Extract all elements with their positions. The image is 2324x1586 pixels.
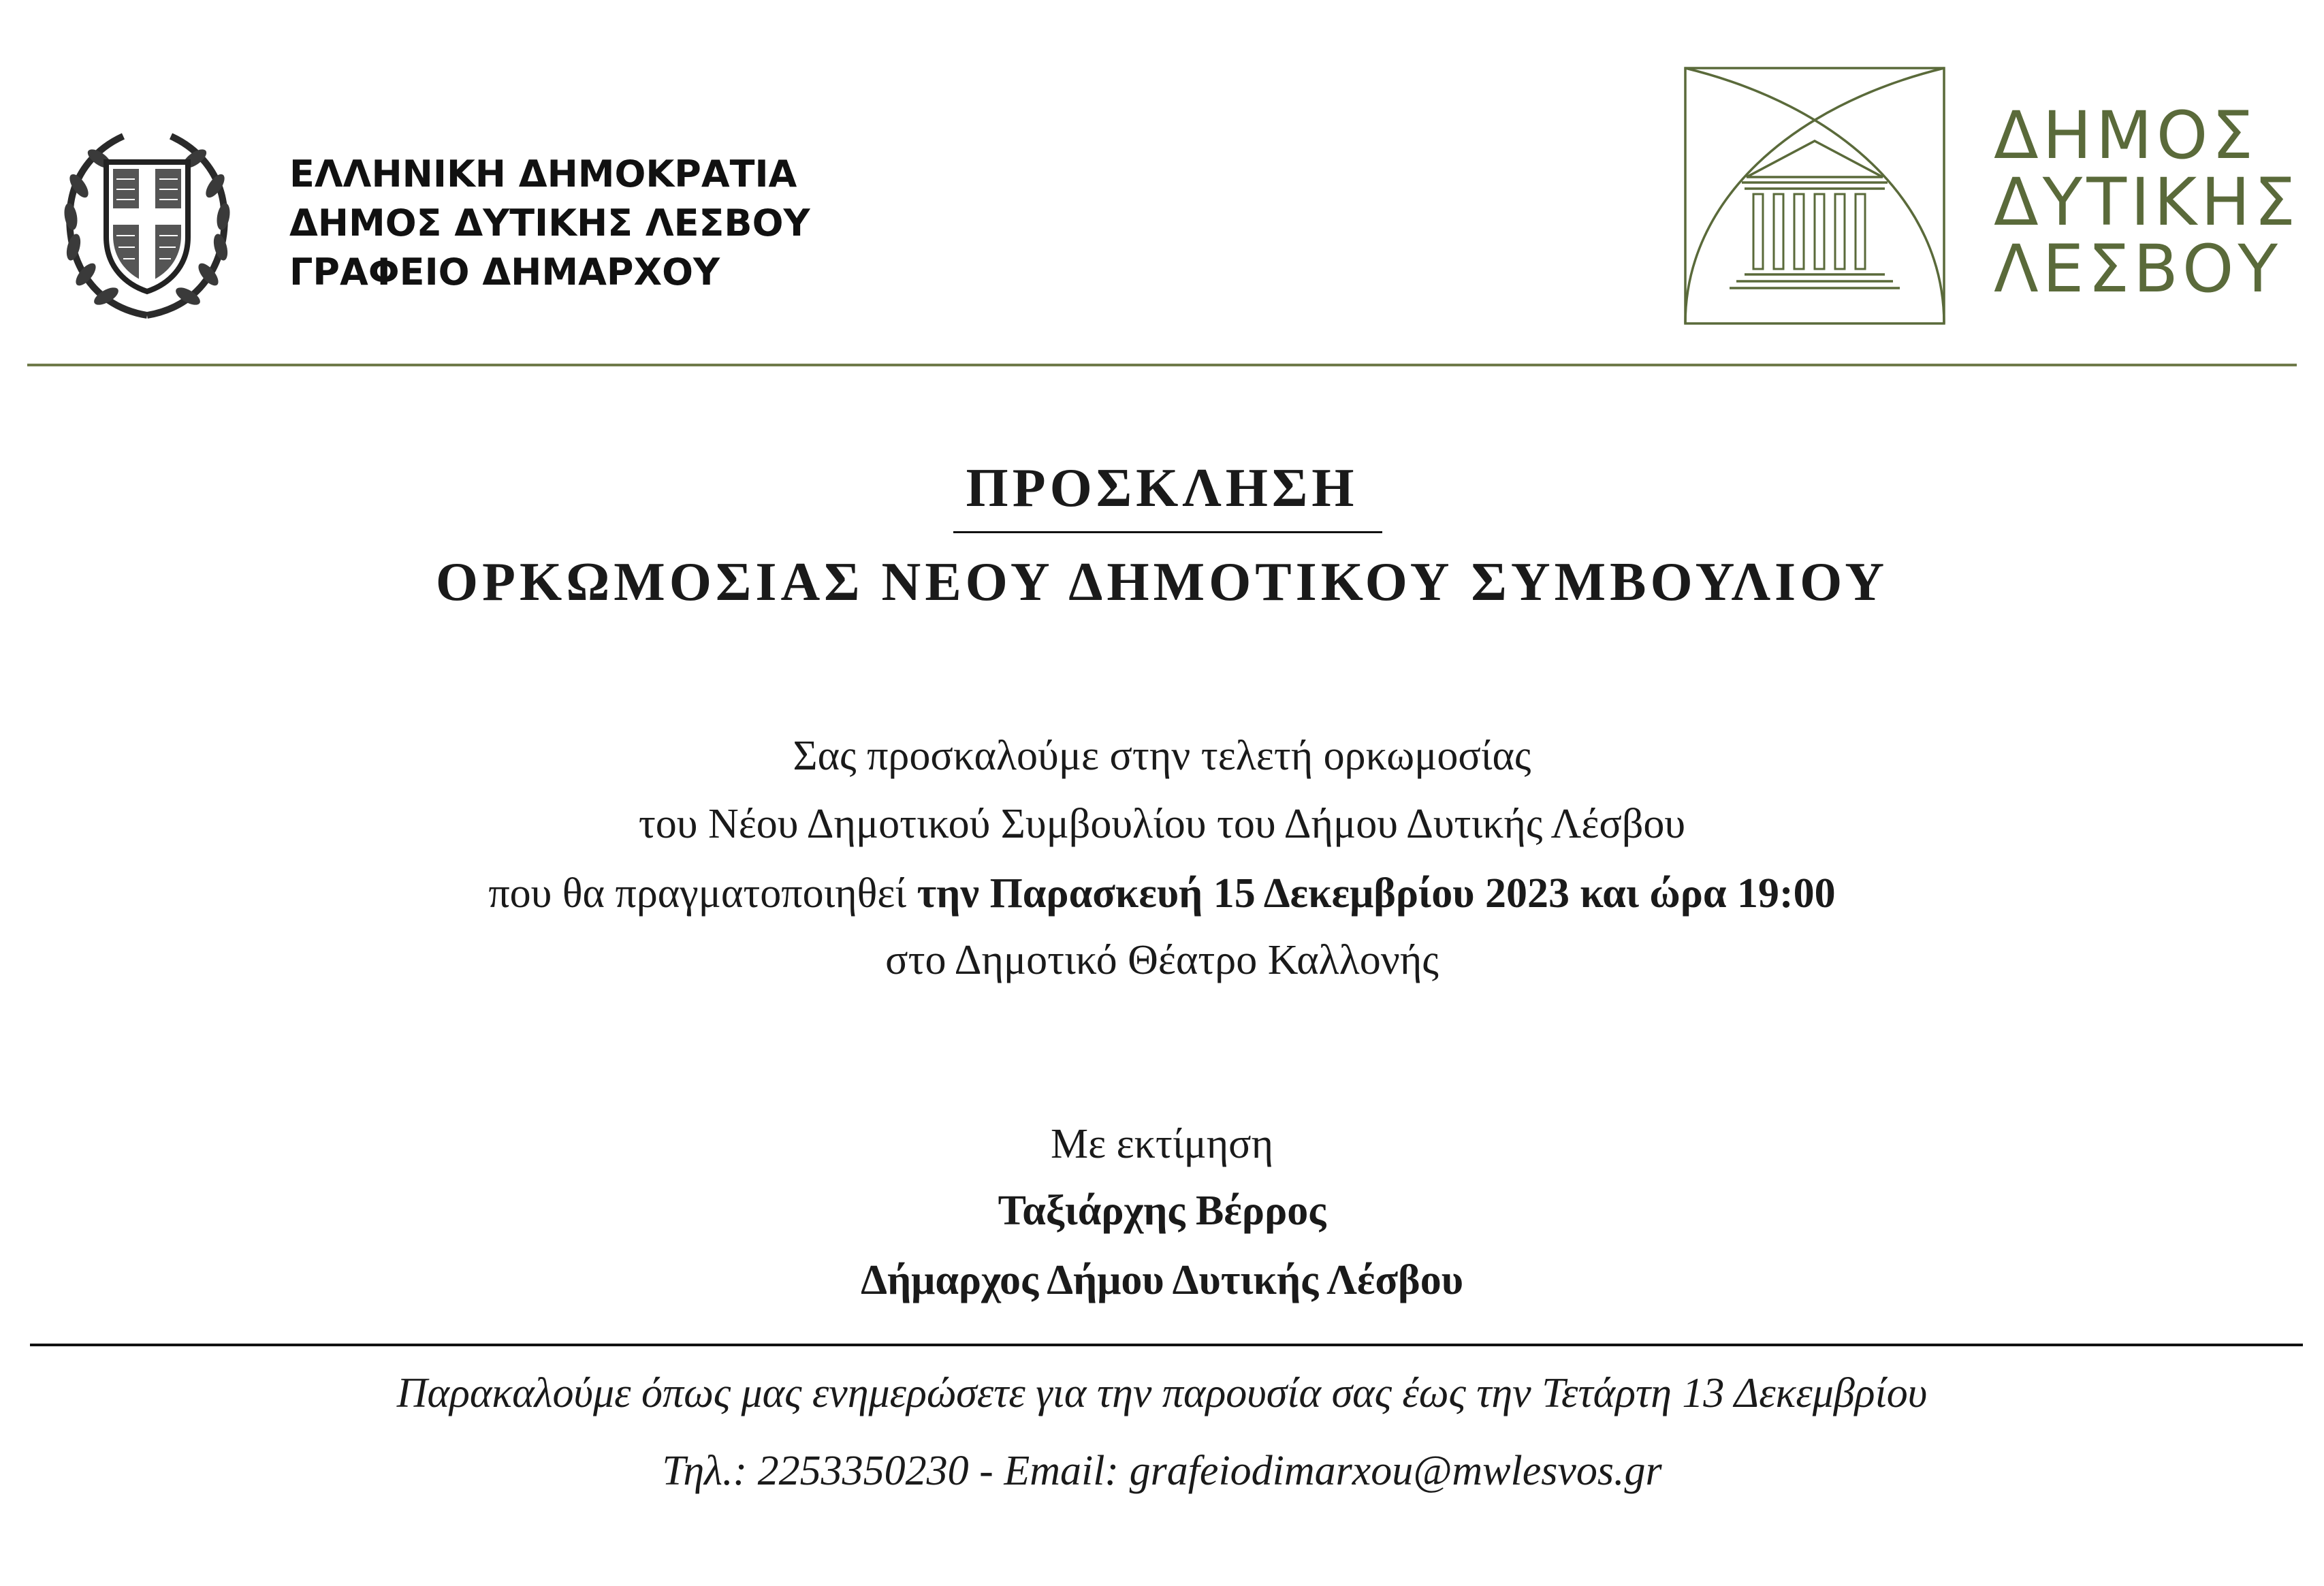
logo-word-3: ΛΕΣΒΟΥ <box>1994 231 2282 307</box>
document-subtitle: ΟΡΚΩΜΟΣΙΑΣ ΝΕΟΥ ΔΗΜΟΤΙΚΟΥ ΣΥΜΒΟΥΛΙΟΥ <box>435 552 1889 612</box>
invitation-line-1: Σας προσκαλούμε στην τελετή ορκωμοσίας <box>793 733 1531 779</box>
header-divider <box>27 364 2297 366</box>
document-title: ΠΡΟΣΚΛΗΣΗ <box>966 458 1358 518</box>
municipality-logo <box>1682 65 1947 327</box>
header-authority-block <box>289 150 810 297</box>
header-line-office: ΓΡΑΦΕΙΟ ΔΗΜΑΡΧΟΥ <box>289 251 720 294</box>
header-line-municipality: ΔΗΜΟΣ ΔΥΤΙΚΗΣ ΛΕΣΒΟΥ <box>289 202 810 244</box>
logo-wordmark <box>1994 97 2300 307</box>
contact-info: Τηλ.: 2253350230 - Email: grafeiodimarxou@mwlesvos.gr <box>662 1448 1662 1494</box>
header-line-republic: ΕΛΛΗΝΙΚΗ ΔΗΜΟΚΡΑΤΙΑ <box>289 153 797 195</box>
rsvp-note: Παρακαλούμε όπως μας ενημερώσετε για την παρουσία σας έως την Τετάρτη 13 Δεκεμβρίου <box>396 1370 1928 1416</box>
footer-divider <box>30 1344 2303 1346</box>
event-date-time: την Παρασκευή 15 Δεκεμβρίου 2023 και ώρα 19:00 <box>917 870 1836 917</box>
greek-coat-of-arms-emblem <box>59 121 236 326</box>
closing-regards: Με εκτίμηση <box>1050 1121 1274 1167</box>
invitation-line-4: στο Δημοτικό Θέατρο Καλλονής <box>885 937 1439 983</box>
logo-word-2: ΔΥΤΙΚΗΣ <box>1994 164 2300 240</box>
invitation-line-3-prefix: που θα πραγματοποιηθεί <box>488 870 917 917</box>
title-underline <box>953 531 1382 533</box>
invitation-line-3 <box>0 868 2324 919</box>
invitation-line-2: του Νέου Δημοτικού Συμβουλίου του Δήμου Δυτικής Λέσβου <box>638 801 1686 847</box>
signatory-role: Δήμαρχος Δήμου Δυτικής Λέσβου <box>861 1257 1463 1303</box>
signatory-name: Ταξιάρχης Βέρρος <box>998 1188 1326 1234</box>
logo-word-1: ΔΗΜΟΣ <box>1994 97 2257 174</box>
